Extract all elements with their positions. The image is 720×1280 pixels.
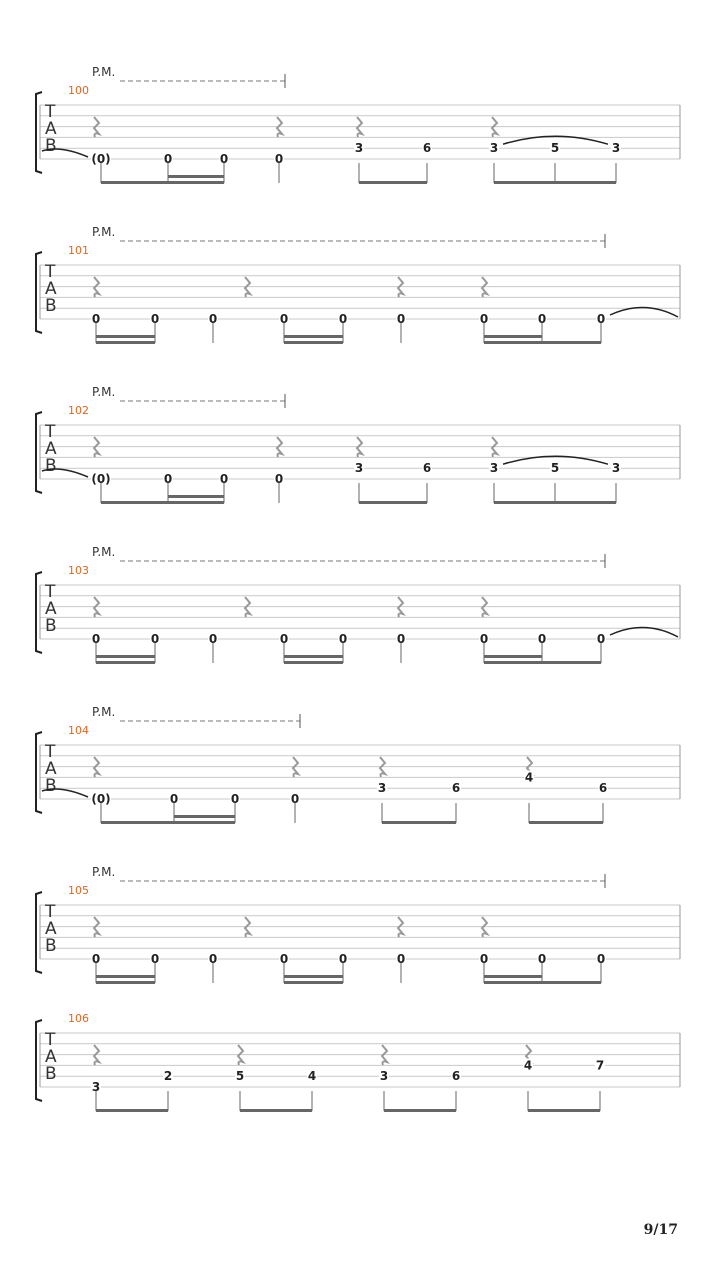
fret-number: 0 <box>537 312 547 326</box>
tab-clef-t: T <box>45 262 56 282</box>
fret-number: 0 <box>338 312 348 326</box>
beam <box>284 981 343 984</box>
fret-number: 0 <box>338 632 348 646</box>
palm-mute-label: P.M. <box>92 65 116 79</box>
tab-system-102 <box>36 385 680 504</box>
measure-number: 101 <box>68 244 89 257</box>
beam <box>494 501 616 504</box>
system-bracket <box>36 732 42 813</box>
beam <box>529 821 603 824</box>
fret-number: 3 <box>611 141 621 156</box>
beam <box>96 661 155 664</box>
tab-clef-a: A <box>45 1047 57 1067</box>
tab-system-106 <box>36 1012 680 1112</box>
beam <box>484 341 601 344</box>
system-bracket <box>36 1020 42 1101</box>
tab-clef-a: A <box>45 759 57 779</box>
fret-number: 0 <box>274 152 284 166</box>
fret-number: 0 <box>163 152 173 166</box>
fret-number: (0) <box>91 792 111 806</box>
tab-clef-b: B <box>45 776 57 796</box>
fret-number: 0 <box>537 952 547 966</box>
fret-number: 0 <box>396 312 406 326</box>
fret-number: 0 <box>219 472 229 486</box>
beam <box>359 181 427 184</box>
fret-number: 0 <box>150 312 160 326</box>
tab-system-105 <box>36 865 680 984</box>
fret-number: 0 <box>479 952 489 966</box>
fret-number: 0 <box>150 952 160 966</box>
fret-number: 0 <box>274 472 284 486</box>
beam <box>359 501 427 504</box>
fret-number: 0 <box>596 632 606 646</box>
beam <box>101 181 224 184</box>
fret-number: 6 <box>451 781 461 796</box>
tab-clef-b: B <box>45 136 57 156</box>
beam <box>101 821 235 824</box>
fret-number: 0 <box>150 632 160 646</box>
fret-number: 0 <box>537 632 547 646</box>
fret-number: 0 <box>169 792 179 806</box>
fret-number: 7 <box>595 1058 605 1073</box>
fret-number: 0 <box>230 792 240 806</box>
measure-number: 106 <box>68 1012 89 1025</box>
beam-secondary <box>484 335 542 338</box>
tab-clef-b: B <box>45 1064 57 1084</box>
tab-clef-t: T <box>45 742 56 762</box>
fret-number: 2 <box>163 1069 173 1084</box>
page-number: 9/17 <box>643 1222 678 1238</box>
fret-number: 0 <box>279 952 289 966</box>
beam <box>382 821 456 824</box>
fret-number: 4 <box>523 1058 533 1073</box>
fret-number: 0 <box>91 952 101 966</box>
palm-mute-label: P.M. <box>92 545 116 559</box>
fret-number: 6 <box>598 781 608 796</box>
beam-secondary <box>484 655 542 658</box>
fret-number: 0 <box>163 472 173 486</box>
fret-number: 3 <box>377 781 387 796</box>
system-bracket <box>36 252 42 333</box>
fret-number: 0 <box>208 312 218 326</box>
beam-secondary <box>284 975 343 978</box>
beam-secondary <box>174 815 235 818</box>
beam <box>101 501 224 504</box>
palm-mute-label: P.M. <box>92 225 116 239</box>
tie-out <box>610 307 678 317</box>
system-bracket <box>36 572 42 653</box>
measure-number: 105 <box>68 884 89 897</box>
fret-number: 0 <box>279 312 289 326</box>
fret-number: 3 <box>489 461 499 476</box>
measure-number: 102 <box>68 404 89 417</box>
fret-number: 6 <box>422 141 432 156</box>
fret-number: 3 <box>611 461 621 476</box>
fret-number: 0 <box>338 952 348 966</box>
fret-number: 0 <box>208 952 218 966</box>
tab-clef-a: A <box>45 919 57 939</box>
beam <box>494 181 616 184</box>
tab-clef-a: A <box>45 119 57 139</box>
tab-system-103 <box>36 545 680 664</box>
fret-number: 5 <box>235 1069 245 1084</box>
beam-secondary <box>168 175 224 178</box>
tab-clef-t: T <box>45 422 56 442</box>
beam <box>96 341 155 344</box>
fret-number: 4 <box>307 1069 317 1084</box>
fret-number: 0 <box>396 632 406 646</box>
fret-number: 5 <box>550 461 560 476</box>
fret-number: 0 <box>596 952 606 966</box>
fret-number: 3 <box>379 1069 389 1084</box>
beam <box>96 1109 168 1112</box>
beam <box>240 1109 312 1112</box>
fret-number: 0 <box>91 632 101 646</box>
fret-number: 3 <box>354 141 364 156</box>
system-bracket <box>36 92 42 173</box>
beam-secondary <box>96 335 155 338</box>
system-bracket <box>36 892 42 973</box>
beam-secondary <box>284 655 343 658</box>
fret-number: 0 <box>596 312 606 326</box>
beam <box>384 1109 456 1112</box>
tab-clef-t: T <box>45 102 56 122</box>
measure-number: 100 <box>68 84 89 97</box>
tab-clef-t: T <box>45 582 56 602</box>
tab-clef-b: B <box>45 936 57 956</box>
palm-mute-label: P.M. <box>92 865 116 879</box>
tab-system-100 <box>36 65 680 184</box>
tab-system-101 <box>36 225 680 344</box>
beam <box>484 981 601 984</box>
fret-number: 3 <box>354 461 364 476</box>
tie-out <box>610 627 678 637</box>
fret-number: 0 <box>91 312 101 326</box>
system-bracket <box>36 412 42 493</box>
fret-number: 3 <box>91 1080 101 1094</box>
fret-number: 3 <box>489 141 499 156</box>
beam <box>284 341 343 344</box>
fret-number: (0) <box>91 472 111 486</box>
fret-number: 0 <box>479 632 489 646</box>
beam <box>96 981 155 984</box>
beam-secondary <box>96 975 155 978</box>
tab-clef-a: A <box>45 599 57 619</box>
beam-secondary <box>484 975 542 978</box>
tab-clef-b: B <box>45 456 57 476</box>
fret-number: 0 <box>479 312 489 326</box>
tab-clef-t: T <box>45 902 56 922</box>
beam <box>484 661 601 664</box>
fret-number: 0 <box>396 952 406 966</box>
tab-clef-b: B <box>45 296 57 316</box>
tab-clef-t: T <box>45 1030 56 1050</box>
palm-mute-label: P.M. <box>92 705 116 719</box>
beam <box>284 661 343 664</box>
fret-number: 0 <box>279 632 289 646</box>
fret-number: 5 <box>550 141 560 156</box>
fret-number: 0 <box>219 152 229 166</box>
tab-clef-a: A <box>45 279 57 299</box>
fret-number: 4 <box>524 770 534 785</box>
fret-number: (0) <box>91 152 111 166</box>
beam-secondary <box>168 495 224 498</box>
fret-number: 6 <box>422 461 432 476</box>
beam-secondary <box>284 335 343 338</box>
tab-system-104 <box>36 705 680 824</box>
fret-number: 6 <box>451 1069 461 1084</box>
fret-number: 0 <box>290 792 300 806</box>
tab-clef-b: B <box>45 616 57 636</box>
tab-clef-a: A <box>45 439 57 459</box>
beam <box>528 1109 600 1112</box>
palm-mute-label: P.M. <box>92 385 116 399</box>
beam-secondary <box>96 655 155 658</box>
fret-number: 0 <box>208 632 218 646</box>
measure-number: 103 <box>68 564 89 577</box>
measure-number: 104 <box>68 724 89 737</box>
